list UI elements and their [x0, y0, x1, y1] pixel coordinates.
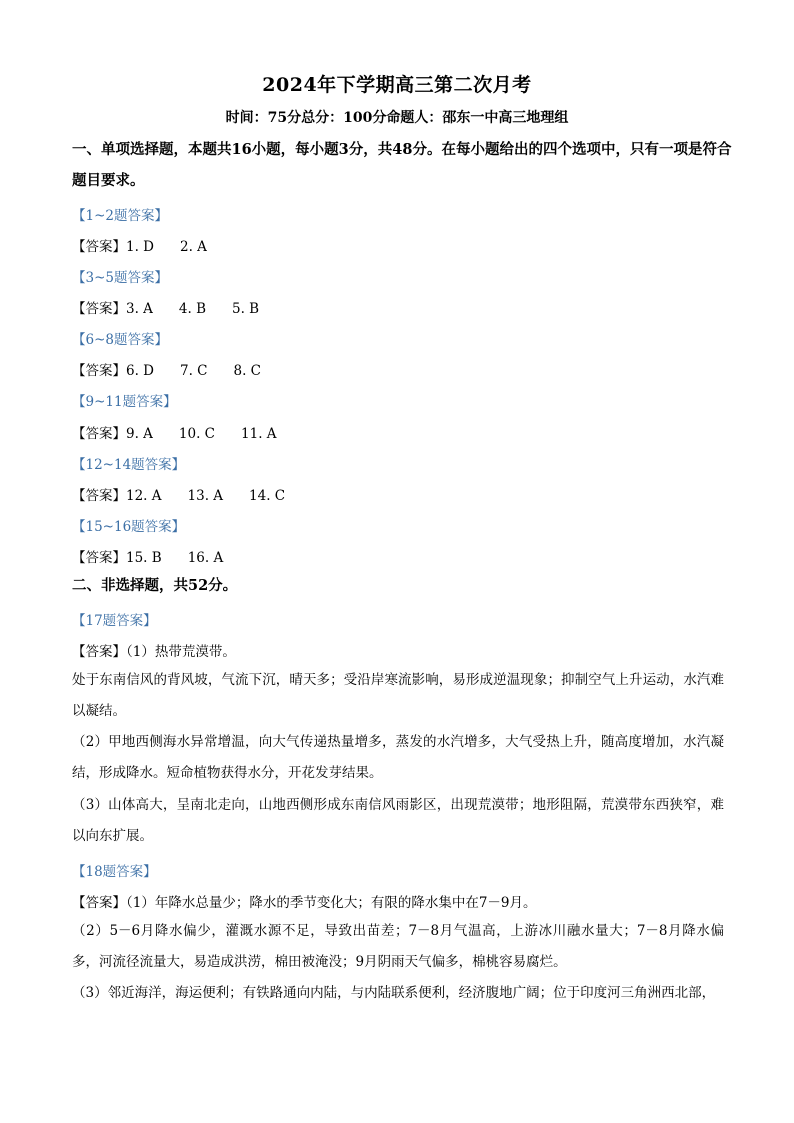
group-label-3-5: 【3~5题答案】 — [72, 270, 168, 286]
q17-paragraph-3: （2）甲地西侧海水异常增温，向大气传递热量增多，蒸发的水汽增多，大气受热上升，随高度增加，水汽凝结，形成降水。短命植物获得水分，开花发芽结果。 — [72, 734, 724, 781]
answer-row-3-5 — [72, 297, 732, 317]
q17-answer-1 — [72, 640, 732, 660]
answer-row-9-11 — [72, 422, 732, 442]
answer-10: 10. C — [178, 426, 216, 442]
answer-15: 15. B — [126, 550, 162, 566]
answer-label: 【答案】 — [72, 488, 126, 504]
group-label-9-11: 【9~11题答案】 — [72, 394, 177, 410]
q18-answer-1 — [72, 891, 732, 911]
answer-1: 1. D — [126, 239, 154, 255]
answer-11: 11. A — [241, 426, 277, 442]
exam-info: 时间：75分总分：100分命题人：邵东一中高三地理组 — [225, 110, 569, 126]
answer-row-1-2 — [72, 235, 732, 255]
answer-row-6-8 — [72, 359, 732, 379]
answer-label: 【答案】 — [72, 644, 126, 660]
q17-paragraph-2: 处于东南信风的背风坡，气流下沉，晴天多；受沿岸寒流影响，易形成逆温现象；抑制空气上升运动，水汽难以凝结。 — [72, 672, 724, 719]
answer-4: 4. B — [178, 301, 207, 317]
answer-8: 8. C — [233, 363, 262, 379]
q17-paragraph-4: （3）山体高大，呈南北走向，山地西侧形成东南信风雨影区，出现荒漠带；地形阻隔，荒漠带东西狭窄，难以向东扩展。 — [72, 797, 724, 844]
answer-12: 12. A — [126, 488, 162, 504]
answer-2: 2. A — [180, 239, 207, 255]
answer-label: 【答案】 — [72, 363, 126, 379]
answer-6: 6. D — [126, 363, 154, 379]
page-title: 2024年下学期高三第二次月考 — [262, 74, 532, 96]
answer-13: 13. A — [187, 488, 224, 504]
answer-label: 【答案】 — [72, 550, 126, 566]
group-label-1-2: 【1~2题答案】 — [72, 208, 168, 224]
answer-label: 【答案】 — [72, 301, 126, 317]
answer-5: 5. B — [232, 301, 260, 317]
q18-label: 【18题答案】 — [72, 864, 157, 880]
group-label-6-8: 【6~8题答案】 — [72, 332, 168, 348]
section2-heading: 二、非选择题，共52分。 — [72, 577, 238, 594]
q17-part1: （1）热带荒漠带。 — [126, 644, 236, 660]
answer-row-15-16 — [72, 546, 732, 566]
q18-paragraph-3: （3）邻近海洋，海运便利；有铁路通向内陆，与内陆联系便利，经济腹地广阔；位于印度河三角洲西北部， — [72, 985, 716, 1001]
answer-label: 【答案】 — [72, 895, 126, 911]
answer-3: 3. A — [126, 301, 153, 317]
answer-row-12-14 — [72, 484, 732, 504]
answer-14: 14. C — [249, 488, 286, 504]
q17-label: 【17题答案】 — [72, 613, 157, 629]
answer-label: 【答案】 — [72, 239, 126, 255]
group-label-12-14: 【12~14题答案】 — [72, 457, 186, 473]
section1-heading: 一、单项选择题，本题共16小题，每小题3分，共48分。在每小题给出的四个选项中，只有一项是符合题目要求。 — [72, 141, 732, 189]
answer-16: 16. A — [187, 550, 224, 566]
answer-9: 9. A — [126, 426, 153, 442]
q18-part1: （1）年降水总量少；降水的季节变化大；有限的降水集中在7－9月。 — [126, 895, 537, 911]
q18-paragraph-2: （2）5－6月降水偏少，灌溉水源不足，导致出苗差；7－8月气温高，上游冰川融水量大；7－8月降水偏多，河流径流量大，易造成洪涝，棉田被淹没；9月阴雨天气偏多，棉桃容易腐烂。 — [72, 923, 724, 970]
answer-7: 7. C — [180, 363, 208, 379]
group-label-15-16: 【15~16题答案】 — [72, 519, 186, 535]
answer-label: 【答案】 — [72, 426, 126, 442]
